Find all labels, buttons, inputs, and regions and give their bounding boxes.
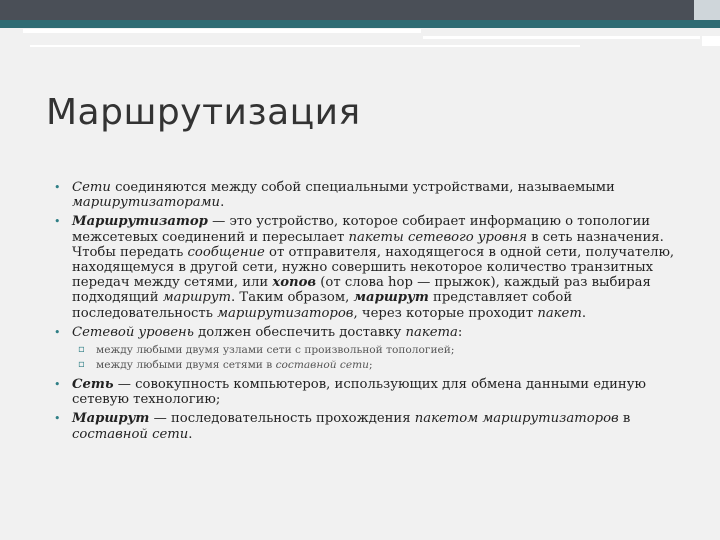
text-run: , через которые проходит bbox=[353, 305, 538, 321]
slide-body bbox=[54, 180, 694, 446]
text-run: соединяются между собой специальными устройствами, называемыми bbox=[110, 180, 615, 195]
term: пакетом маршрутизаторов bbox=[414, 411, 619, 427]
text-run: (от слова hop — прыжок), каждый раз выбирая подходящий bbox=[72, 275, 651, 306]
header-cap bbox=[694, 0, 720, 20]
sub-bullet-icon: ▫ bbox=[78, 344, 85, 356]
term: Маршрут bbox=[72, 411, 150, 427]
text-run: ; bbox=[368, 358, 373, 371]
term: Сетевой уровень bbox=[72, 324, 194, 340]
bullet-item bbox=[54, 377, 694, 407]
text-run: : bbox=[457, 324, 463, 340]
sub-list bbox=[54, 344, 694, 371]
decor-line bbox=[30, 45, 580, 47]
text-run: между любыми двумя сетями в bbox=[96, 358, 276, 371]
text-run: . bbox=[220, 195, 225, 211]
term: пакеты сетевого уровня bbox=[348, 229, 527, 245]
text-run: в bbox=[618, 411, 631, 427]
decor-line bbox=[702, 36, 720, 46]
sub-bullet-item bbox=[54, 359, 694, 372]
bullet-icon: • bbox=[54, 378, 61, 392]
term: Маршрутизатор bbox=[72, 214, 208, 230]
bullet-icon: • bbox=[54, 412, 61, 426]
text-run: . bbox=[581, 305, 587, 321]
text-run: должен обеспечить доставку bbox=[193, 324, 406, 340]
text-run: — последовательность прохождения bbox=[149, 411, 415, 427]
accent-stripe bbox=[0, 20, 720, 28]
term: маршрутизаторами bbox=[72, 195, 221, 211]
text-run: . bbox=[188, 426, 193, 442]
bullet-item bbox=[54, 411, 694, 441]
bullet-icon: • bbox=[54, 325, 61, 339]
term: пакета bbox=[405, 324, 458, 340]
term: составной сети bbox=[72, 426, 189, 442]
text-run: представляет собой последовательность bbox=[72, 290, 573, 321]
text-run: — это устройство, которое собирает информацию о топологии межсетевых соединений и пересылает bbox=[72, 214, 651, 245]
decor-line bbox=[423, 36, 700, 39]
bullet-item bbox=[54, 214, 694, 320]
bullet-item bbox=[54, 325, 694, 340]
text-run: в сеть назначения. Чтобы передать bbox=[72, 229, 664, 260]
text-run: между любыми двумя узлами сети с произвольной топологией; bbox=[96, 344, 455, 357]
text-run: . Таким образом, bbox=[231, 290, 354, 306]
term: пакет bbox=[537, 305, 582, 321]
sub-bullet-item bbox=[54, 344, 694, 357]
slide-title: Маршрутизация bbox=[46, 92, 361, 133]
sub-bullet-icon: ▫ bbox=[78, 358, 85, 370]
term: сообщение bbox=[187, 244, 265, 260]
bullet-item bbox=[54, 180, 694, 210]
decor-line bbox=[23, 29, 421, 33]
term: Сеть bbox=[72, 377, 114, 393]
term: составной сети bbox=[275, 358, 369, 371]
term: маршрутизаторов bbox=[217, 305, 354, 321]
header-bar bbox=[0, 0, 694, 20]
term: хопов bbox=[272, 275, 317, 291]
text-run: — совокупность компьютеров, использующих для обмена данными единую сетевую технологию; bbox=[72, 377, 646, 408]
term: Сети bbox=[72, 180, 111, 195]
text-run: от отправителя, находящегося в одной сети, получателю, находящемуся в другой сети, нужно совершить некоторое количество транзитных передач между сетями, или bbox=[72, 244, 675, 291]
bullet-icon: • bbox=[54, 215, 61, 229]
term: маршрут bbox=[353, 290, 429, 306]
term: маршрут bbox=[162, 290, 232, 306]
bullet-icon: • bbox=[54, 181, 61, 194]
